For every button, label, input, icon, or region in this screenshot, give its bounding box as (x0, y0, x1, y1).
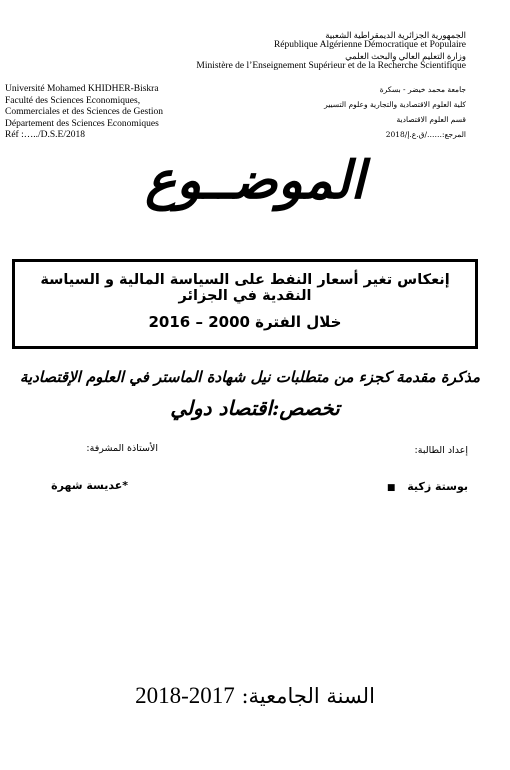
faculty-name-fr: Faculté des Sciences Economiques, (5, 95, 141, 106)
republic-name-ar: الجمهورية الجزائرية الديمقراطية الشعبية (325, 30, 466, 40)
student-label: إعداد الطالبة: (414, 445, 468, 456)
academic-year (0, 683, 510, 709)
university-block-ar (266, 82, 466, 142)
bullet-icon: ■ (386, 483, 396, 493)
academic-year-value: 2018-2017 (135, 683, 235, 708)
specialization: تخصص:اقتصاد دولي (170, 396, 340, 420)
supervisor-name: *عديسة شهرة (51, 479, 128, 492)
ministry-name-fr: Ministère de l’Enseignement Supérieur et de la Recherche Scientifique (196, 60, 466, 71)
subject-heading: الموضــوع (145, 150, 365, 211)
university-block-fr (5, 84, 255, 142)
faculty-name-fr-cont: Commerciales et des Sciences de Gestion (5, 107, 164, 117)
reference-ar: المرجع:……/ق.ع.إ/2018 (385, 130, 466, 139)
academic-year-label: السنة الجامعية: (241, 684, 375, 708)
ministry-header (46, 30, 466, 71)
memo-description: مذكرة مقدمة كجزء من متطلبات نيل شهادة الماستر في العلوم الإقتصادية (19, 368, 481, 386)
faculty-name-ar: كلية العلوم الاقتصادية والتجارية وعلوم التسيير (324, 100, 466, 109)
student-name-text: بوستة زكية (407, 480, 468, 493)
supervisor-label: الأستاذة المشرفة: (86, 443, 158, 454)
thesis-title: إنعكاس تغير أسعار النفط على السياسة المالية و السياسة النقدية في الجزائر (40, 272, 450, 304)
department-name-ar: قسم العلوم الاقتصادية (396, 115, 466, 124)
student-name (387, 480, 468, 493)
university-name-fr: Université Mohamed KHIDHER-Biskra (5, 84, 159, 94)
university-name-ar: جامعة محمد خيضر - بسكرة (379, 85, 466, 94)
republic-name-fr: République Algérienne Démocratique et Populaire (273, 40, 466, 50)
reference-fr: Réf :…../D.S.E/2018 (5, 130, 85, 140)
thesis-period: خلال الفترة 2000 – 2016 (148, 313, 342, 331)
ministry-name-ar: وزارة التعليم العالي والبحث العلمي (345, 50, 466, 61)
department-name-fr: Département des Sciences Economiques (5, 118, 159, 129)
